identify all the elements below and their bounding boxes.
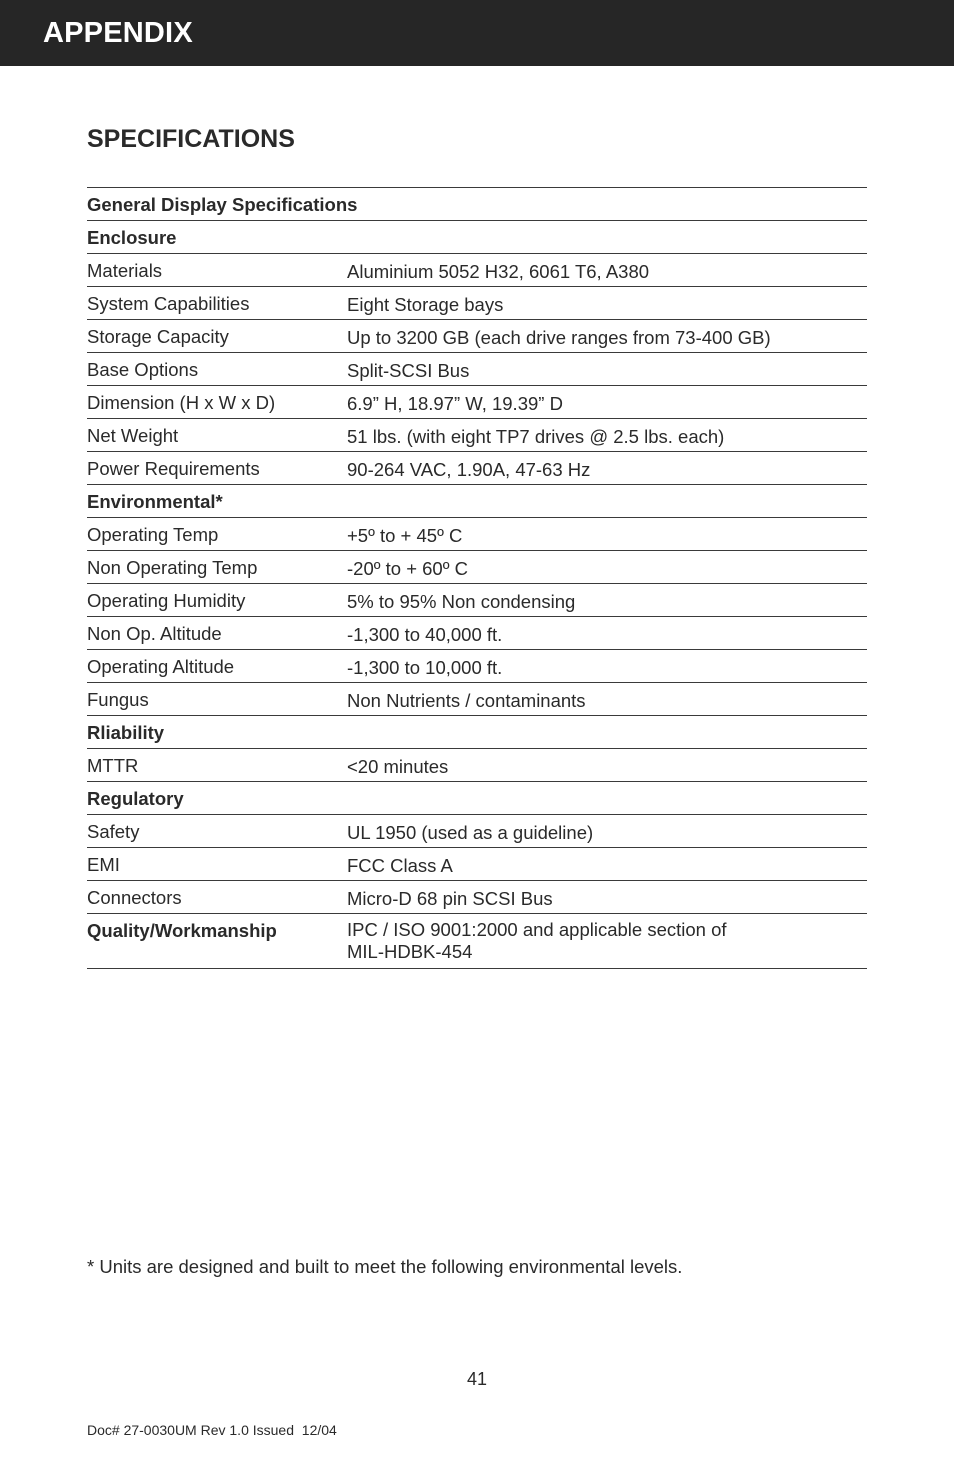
spec-label: System Capabilities — [87, 293, 250, 314]
footnote: * Units are designed and built to meet the following environmental levels. — [87, 1256, 683, 1277]
spec-label: MTTR — [87, 755, 139, 776]
table-row — [87, 584, 867, 617]
section-title: SPECIFICATIONS — [87, 125, 295, 153]
spec-label: Enclosure — [87, 227, 177, 248]
spec-value: Aluminium 5052 H32, 6061 T6, A380 — [347, 261, 650, 282]
spec-label: Non Operating Temp — [87, 557, 258, 578]
spec-label: Safety — [87, 821, 140, 842]
spec-value: Up to 3200 GB (each drive ranges from 73-400 GB) — [347, 327, 771, 348]
spec-value — [347, 188, 867, 220]
table-row — [87, 683, 867, 716]
table-row — [87, 848, 867, 881]
spec-value: UL 1950 (used as a guideline) — [347, 822, 594, 843]
spec-value: Eight Storage bays — [347, 294, 504, 315]
page-number: 41 — [466, 1369, 488, 1389]
table-section-row — [87, 188, 867, 221]
spec-value: -20º to + 60º C — [347, 558, 468, 579]
spec-label: Regulatory — [87, 788, 184, 809]
spec-value: 6.9” H, 18.97” W, 19.39” D — [347, 393, 563, 414]
table-row — [87, 452, 867, 485]
spec-value: +5º to + 45º C — [347, 525, 463, 546]
spec-label: Operating Altitude — [87, 656, 235, 677]
document-reference: Doc# 27-0030UM Rev 1.0 Issued 12/04 — [87, 1422, 337, 1438]
spec-value — [347, 782, 867, 814]
spec-label: Operating Temp — [87, 524, 219, 545]
table-row — [87, 518, 867, 551]
spec-label: Quality/Workmanship — [87, 920, 277, 941]
table-row — [87, 419, 867, 452]
spec-label: Operating Humidity — [87, 590, 246, 611]
spec-value — [347, 716, 867, 748]
spec-label: Net Weight — [87, 425, 179, 446]
table-row — [87, 881, 867, 914]
spec-label: Environmental* — [87, 491, 223, 512]
table-row — [87, 650, 867, 683]
table-section-row — [87, 914, 867, 969]
spec-label: Materials — [87, 260, 163, 281]
spec-label: Power Requirements — [87, 458, 260, 479]
spec-value: <20 minutes — [347, 756, 449, 777]
spec-label: Dimension (H x W x D) — [87, 392, 276, 413]
spec-label: General Display Specifications — [87, 194, 358, 215]
table-row — [87, 749, 867, 782]
table-row — [87, 617, 867, 650]
spec-value — [347, 485, 867, 517]
spec-value: FCC Class A — [347, 855, 453, 876]
spec-value: -1,300 to 10,000 ft. — [347, 657, 503, 678]
spec-label: Non Op. Altitude — [87, 623, 222, 644]
table-section-row — [87, 716, 867, 749]
appendix-header-bar — [0, 0, 954, 66]
spec-label: Base Options — [87, 359, 199, 380]
table-row — [87, 320, 867, 353]
table-row — [87, 353, 867, 386]
table-row — [87, 551, 867, 584]
spec-label: EMI — [87, 854, 120, 875]
spec-label: Fungus — [87, 689, 149, 710]
table-section-row — [87, 221, 867, 254]
table-section-row — [87, 485, 867, 518]
spec-value: Split-SCSI Bus — [347, 360, 470, 381]
table-row — [87, 386, 867, 419]
spec-label: Connectors — [87, 887, 182, 908]
spec-value: 51 lbs. (with eight TP7 drives @ 2.5 lbs. each) — [347, 426, 725, 447]
table-row — [87, 815, 867, 848]
spec-value: 90-264 VAC, 1.90A, 47-63 Hz — [347, 459, 591, 480]
table-row — [87, 287, 867, 320]
spec-value: Micro-D 68 pin SCSI Bus — [347, 888, 553, 909]
spec-value: 5% to 95% Non condensing — [347, 591, 576, 612]
spec-label: Rliability — [87, 722, 165, 743]
specifications-table — [87, 187, 867, 969]
table-section-row — [87, 782, 867, 815]
spec-value — [347, 221, 867, 253]
spec-value: -1,300 to 40,000 ft. — [347, 624, 503, 645]
spec-value: Non Nutrients / contaminants — [347, 690, 586, 711]
table-row — [87, 254, 867, 287]
spec-value: IPC / ISO 9001:2000 and applicable section of MIL-HDBK-454 — [347, 919, 727, 962]
spec-label: Storage Capacity — [87, 326, 229, 347]
appendix-title: APPENDIX — [43, 17, 193, 49]
